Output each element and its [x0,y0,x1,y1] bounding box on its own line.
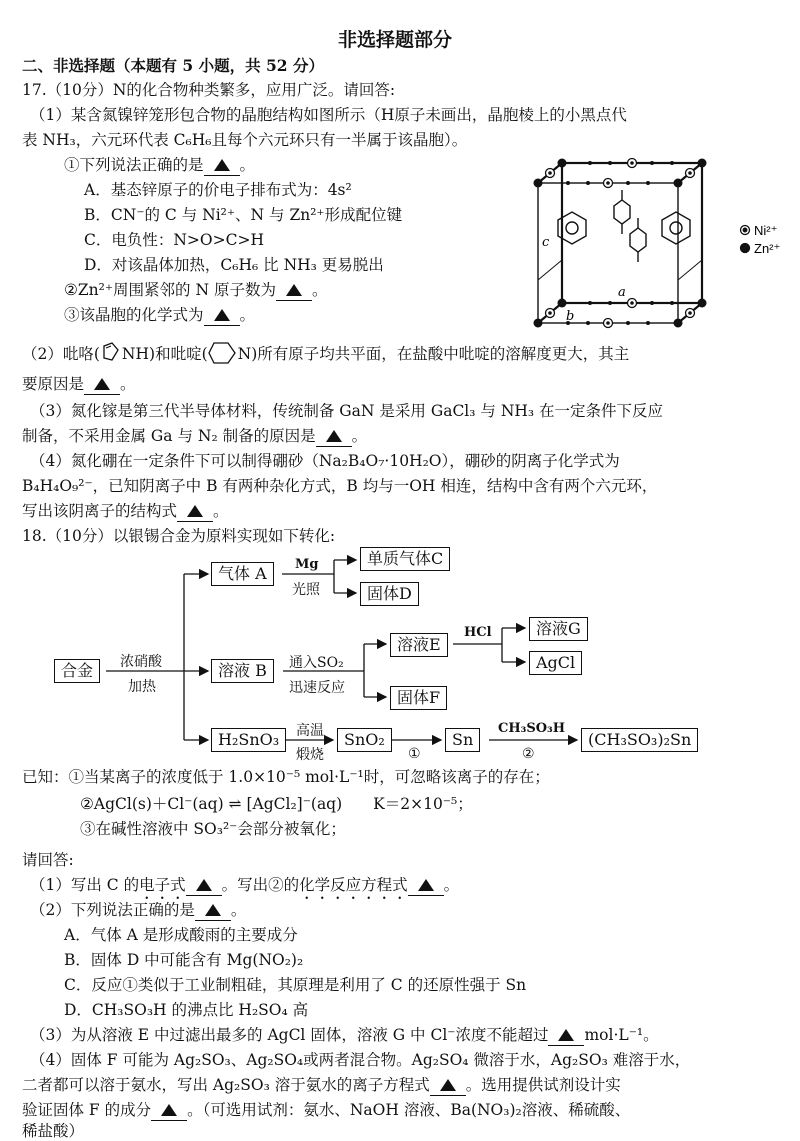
reagent-so2: 通入SO₂ [289,655,344,671]
answer-blank-icon [214,309,230,321]
node-gas-a: 气体 A [211,562,274,586]
answer-blank-icon [558,1029,574,1041]
q18-s2-text: （2）下列说法正确的是 [30,901,195,919]
legend-zn: Zn²⁺ [754,241,781,256]
q17-opt-d: D．对该晶体加热，C₆H₆ 比 NH₃ 更易脱出 [84,256,384,274]
q17-p3-line1: （3）氮化镓是第三代半导体材料，传统制备 GaN 是采用 GaCl₃ 与 NH₃ 在一定条件下反应 [30,402,664,420]
q17-q1: ①下列说法正确的是 。 [64,156,256,174]
q18-s2-opt-a: A．气体 A 是形成酸雨的主要成分 [64,926,298,944]
cond-high-temp: 高温 [296,723,324,739]
node-solution-b: 溶液 B [211,659,274,683]
known-3: ③在碱性溶液中 SO₃²⁻会部分被氧化； [80,820,346,838]
q17-p3-line2: 制备，不采用金属 Ga 与 N₂ 制备的原因是 。 [22,427,368,445]
q18-s4-line3 [22,1101,630,1121]
node-sn: Sn [445,728,480,752]
section-heading: 二、非选择题（本题有 5 小题，共 52 分） [22,56,324,75]
answer-blank-icon [418,879,434,891]
q17-opt-c: C．电负性：N>O>C>H [84,231,264,249]
q18-s3 [30,1026,659,1046]
q18-s1: （1）写出 C 的电子式 。写出②的化学反应方程式 。 [30,876,460,894]
q18-s1-text-a: （1）写出 C 的 [30,876,140,894]
q18-s1-emph-1: 电子式 [139,876,186,894]
q17-p2-line2: 要原因是 。 [22,375,136,393]
q18-s4-line4: 稀盐酸） [22,1122,85,1140]
node-solution-g: 溶液G [529,617,588,641]
answer-blank-icon [205,904,221,916]
pyrrole-ring-icon [100,342,122,364]
q17-p2-text-b: )和吡啶( [149,345,208,363]
q17-opt-b: B．CN⁻的 C 与 Ni²⁺、N 与 Zn²⁺形成配位键 [84,206,403,224]
q18-s3-unit: mol·L⁻¹。 [584,1026,659,1044]
q17-p1-line1: （1）某含氮镍锌笼形包合物的晶胞结构如图所示（H原子未画出，晶胞棱上的小黑点代 [30,106,627,124]
q17-q2-text: ②Zn²⁺周围紧邻的 N 原子数为 [64,281,276,299]
node-solution-e: 溶液E [390,633,448,657]
q17-p4-line3: 写出该阴离子的结构式 。 [22,502,229,520]
q18-head: 18.（10分）以银锡合金为原料实现如下转化: [22,527,336,545]
known-2: ②AgCl(s)＋Cl⁻(aq) ⇌ [AgCl₂]⁻(aq) K＝2×10⁻⁵； [80,795,473,813]
q18-s4-line1: （4）固体 F 可能为 Ag₂SO₃、Ag₂SO₄或两者混合物。Ag₂SO₄ 微溶于水，Ag₂SO₃ 难溶于水， [30,1051,691,1069]
node-product: (CH₃SO₃)₂Sn [581,728,698,752]
legend-ni: Ni²⁺ [754,223,778,238]
answer-prompt: 请回答: [22,851,74,869]
node-agcl: AgCl [529,651,582,675]
answer-blank-icon [214,159,230,171]
step-2: ② [522,746,535,762]
q17-opt-a: A．基态锌原子的价电子排布式为：4s² [84,181,352,199]
pyridine-ring-icon [208,341,238,365]
q18-s3-text: （3）为从溶液 E 中过滤出最多的 AgCl 固体，溶液 G 中 Cl⁻浓度不能超过 [30,1026,549,1044]
q18-s4-design: 。选用提供试剂设计实 [465,1076,621,1094]
q18-s2-opt-d: D．CH₃SO₃H 的沸点比 H₂SO₄ 高 [64,1001,309,1019]
reagent-ch3so3h: CH₃SO₃H [498,721,566,736]
q17-q3-text: ③该晶胞的化学式为 [64,306,204,324]
q18-s2-opt-b: B．固体 D 中可能含有 Mg(NO₂)₂ [64,951,304,969]
answer-blank-icon [196,879,212,891]
q17-p2-text-c: )所有原子均共平面，在盐酸中吡啶的溶解度更大，其主 [251,345,630,363]
reagent-conc-nitric: 浓硝酸 [120,654,162,670]
q17-q3: ③该晶胞的化学式为 。 [64,306,256,324]
answer-blank-icon [161,1104,177,1116]
node-solid-d: 固体D [360,582,419,606]
cond-calcine: 煅烧 [296,747,324,763]
node-alloy: 合金 [54,659,100,683]
answer-blank-icon [326,430,342,442]
q17-head: 17.（10分）N的化合物种类繁多，应用广泛。请回答: [22,81,396,99]
q17-p2-text-a: （2）吡咯( [22,345,100,363]
q17-p4-line2: B₄H₄O₉²⁻，已知阴离子中 B 有两种杂化方式，B 均与一OH 相连，结构中含有两个六元环， [22,477,658,495]
answer-blank-icon [187,505,203,517]
q17-p2-line1 [22,341,629,365]
q17-p1-line2: 表 NH₃，六元环代表 C₆H₆且每个六元环只有一半属于该晶胞）。 [22,131,468,149]
answer-blank-icon [94,378,110,390]
axis-c: c [542,235,550,250]
cond-heat: 加热 [128,679,156,695]
q18-s4-line3-text: 验证固体 F 的成分 [22,1101,152,1119]
node-h2sno3: H₂SnO₃ [211,728,286,752]
reagent-hcl: HCl [464,625,492,640]
answer-blank-icon [440,1079,456,1091]
q17-p4-line1: （4）氮化硼在一定条件下可以制得硼砂（Na₂B₄O₇·10H₂O），硼砂的阴离子化学式为 [30,452,620,470]
answer-blank-icon [286,284,302,296]
reagent-mg: Mg [295,557,319,572]
q17-p4-line3-text: 写出该阴离子的结构式 [22,502,178,520]
q18-s2-opt-c: C．反应①类似于工业制粗硅，其原理是利用了 C 的还原性强于 Sn [64,976,527,994]
node-solid-f: 固体F [390,686,447,710]
node-gas-c: 单质气体C [360,547,450,571]
q18-s4-reagents: 。（可选用试剂：氨水、NaOH 溶液、Ba(NO₃)₂溶液、稀硫酸、 [187,1101,631,1119]
page-title: 非选择题部分 [338,29,453,51]
axis-b: b [566,309,575,324]
axis-a: a [618,285,626,300]
q18-s2: （2）下列说法正确的是 。 [30,901,247,919]
q18-s1-emph-2: 化学反应方程式 [299,876,408,894]
q17-p3-line2-text: 制备，不采用金属 Ga 与 N₂ 制备的原因是 [22,427,316,445]
pyrrole-nh: NH [121,345,150,363]
known-1: 已知：①当某离子的浓度低于 1.0×10⁻⁵ mol·L⁻¹时，可忽略该离子的存在； [22,768,550,786]
step-1: ① [408,746,421,762]
q18-s4-line2-text: 二者都可以溶于氨水，写出 Ag₂SO₃ 溶于氨水的离子方程式 [22,1076,430,1094]
cond-light: 光照 [292,582,320,598]
pyridine-n: N [237,345,252,363]
q17-q2: ②Zn²⁺周围紧邻的 N 原子数为 。 [64,281,328,299]
q18-s1-text-b: 。写出②的 [221,876,300,894]
cond-fast: 迅速反应 [289,680,345,696]
q17-q1-text: ①下列说法正确的是 [64,156,204,174]
q18-s4-line2 [22,1076,621,1096]
q17-p2-line2-text: 要原因是 [22,375,85,393]
node-sno2: SnO₂ [337,728,392,752]
crystal-cell-figure [530,140,795,335]
